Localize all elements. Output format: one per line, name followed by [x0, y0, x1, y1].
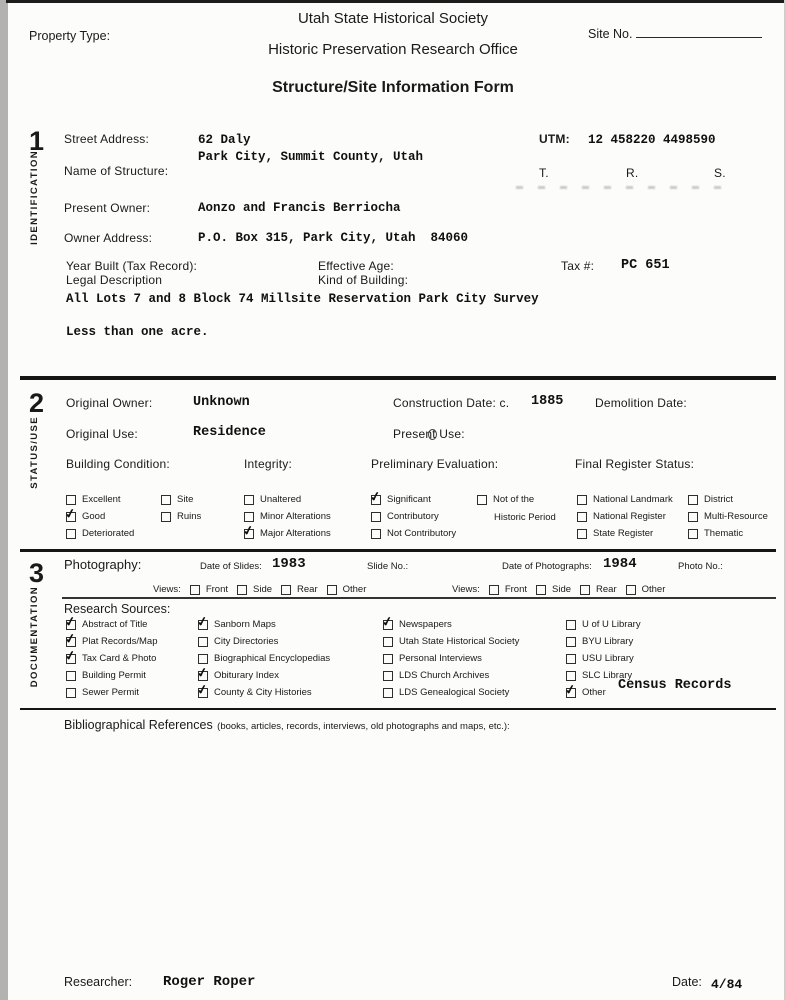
checkbox-icon — [281, 585, 291, 595]
checkbox-views2-side[interactable] — [536, 584, 571, 595]
date-of-slides-label: Date of Slides: — [200, 561, 262, 572]
checkbox-icon — [244, 529, 254, 539]
checkbox-icon — [566, 671, 576, 681]
office-name: Historic Preservation Research Office — [268, 41, 518, 58]
views-label: Views: — [452, 584, 480, 595]
site-no-blank-line[interactable] — [636, 27, 762, 38]
final-register-status-label: Final Register Status: — [575, 457, 695, 471]
preliminary-evaluation-label: Preliminary Evaluation: — [371, 457, 499, 471]
scan-edge-left — [0, 0, 8, 1000]
research-sources-label: Research Sources: — [64, 602, 171, 616]
checkbox-lds-genealogical-society[interactable] — [383, 687, 509, 698]
section-1-side-label: IDENTIFICATION — [29, 150, 40, 245]
section-2-side-label: STATUS/USE — [29, 416, 40, 489]
section-2-number: 2 — [29, 388, 44, 418]
checkbox-icon — [688, 495, 698, 505]
checkbox-icon — [536, 585, 546, 595]
street-address-value-line2: Park City, Summit County, Utah — [198, 150, 424, 164]
construction-date-label: Construction Date: c. — [393, 396, 510, 410]
checkbox-plat-records-map[interactable] — [66, 636, 158, 647]
checkbox-county-city-histories[interactable] — [198, 687, 312, 698]
checkbox-views2-rear[interactable] — [580, 584, 617, 595]
checkbox-icon — [66, 637, 76, 647]
checkbox-lds-church-archives[interactable] — [383, 670, 489, 681]
section-letter-label: S. — [714, 166, 726, 180]
checkbox-newspapers[interactable] — [383, 619, 452, 630]
checkbox-label: County & City Histories — [214, 687, 312, 698]
checkbox-city-directories[interactable] — [198, 636, 278, 647]
photography-label: Photography: — [64, 557, 142, 572]
checkbox-icon — [566, 620, 576, 630]
checkbox-label: State Register — [593, 528, 654, 539]
tax-number-value: PC 651 — [621, 258, 670, 273]
checkbox-icon — [626, 585, 636, 595]
street-address-value-line1: 62 Daly — [198, 133, 251, 147]
checkbox-label: Newspapers — [399, 619, 452, 630]
utm-label: UTM: — [539, 132, 570, 146]
checkbox-usu-library[interactable] — [566, 653, 634, 664]
checkbox-label: Plat Records/Map — [82, 636, 158, 647]
checkbox-label: National Landmark — [593, 494, 673, 505]
demolition-date-label: Demolition Date: — [595, 396, 687, 410]
street-address-label: Street Address: — [64, 132, 150, 146]
ink-smudge — [428, 429, 437, 440]
checkbox-label: Excellent — [82, 494, 121, 505]
historic-period-note: Historic Period — [494, 512, 556, 523]
checkbox-good[interactable] — [66, 511, 105, 522]
section-3-number: 3 — [29, 558, 44, 588]
checkbox-sanborn-maps[interactable] — [198, 619, 276, 630]
checkbox-icon — [489, 585, 499, 595]
present-owner-value: Aonzo and Francis Berriocha — [198, 201, 401, 215]
checkbox-multi-resource[interactable] — [688, 511, 768, 522]
views-slides-group — [153, 584, 366, 595]
checkbox-state-register[interactable] — [577, 528, 653, 539]
bibliographical-label: Bibliographical References — [64, 718, 213, 732]
views-photos-group — [452, 584, 665, 595]
checkbox-label: Utah State Historical Society — [399, 636, 520, 647]
checkbox-icon — [198, 620, 208, 630]
checkbox-label: Other — [582, 687, 606, 698]
checkbox-label: Rear — [596, 584, 617, 595]
researcher-label: Researcher: — [64, 975, 133, 989]
views-divider — [62, 597, 776, 599]
checkbox-label: Front — [504, 584, 527, 595]
checkbox-icon — [198, 671, 208, 681]
checkbox-personal-interviews[interactable] — [383, 653, 482, 664]
checkbox-label: Sanborn Maps — [214, 619, 276, 630]
checkbox-abstract-of-title[interactable] — [66, 619, 147, 630]
checkbox-label: Good — [82, 511, 106, 522]
checkbox-views1-side[interactable] — [237, 584, 272, 595]
section-divider-2 — [20, 549, 776, 552]
checkbox-deteriorated[interactable] — [66, 528, 134, 539]
checkbox-icon — [161, 512, 171, 522]
checkbox-label: USU Library — [582, 653, 634, 664]
tax-number-label: Tax #: — [561, 259, 595, 273]
acreage-note: Less than one acre. — [66, 325, 209, 339]
checkbox-icon — [383, 671, 393, 681]
checkbox-views1-front[interactable] — [190, 584, 228, 595]
form-title: Structure/Site Information Form — [272, 79, 514, 96]
checkbox-label: Minor Alterations — [260, 511, 331, 522]
original-use-label: Original Use: — [66, 427, 138, 441]
owner-address-label: Owner Address: — [64, 231, 153, 245]
bibliographical-references — [64, 716, 510, 734]
checkbox-byu-library[interactable] — [566, 636, 633, 647]
checkbox-site[interactable] — [161, 494, 193, 505]
present-use-label: Present Use: — [393, 427, 465, 441]
checkbox-icon — [688, 529, 698, 539]
checkbox-label: Building Permit — [82, 670, 146, 681]
other-research-value: Census Records — [618, 678, 732, 693]
checkbox-label: BYU Library — [582, 636, 634, 647]
checkbox-not-contributory[interactable] — [371, 528, 456, 539]
checkbox-label: Not Contributory — [387, 528, 457, 539]
checkbox-label: U of U Library — [582, 619, 641, 630]
checkbox-label: LDS Genealogical Society — [399, 687, 510, 698]
checkbox-u-of-u-library[interactable] — [566, 619, 641, 630]
kind-of-building-label: Kind of Building: — [318, 273, 409, 287]
checkbox-label: Side — [552, 584, 572, 595]
checkbox-icon — [161, 495, 171, 505]
checkbox-label: Other — [342, 584, 367, 595]
section-1-number: 1 — [29, 126, 44, 156]
slide-no-label: Slide No.: — [367, 561, 409, 572]
checkbox-sewer-permit[interactable] — [66, 687, 139, 698]
checkbox-icon — [198, 637, 208, 647]
checkbox-icon — [577, 495, 587, 505]
photo-no-label: Photo No.: — [678, 561, 723, 572]
date-label: Date: — [672, 975, 702, 989]
checkbox-label: District — [704, 494, 734, 505]
checkbox-icon — [66, 529, 76, 539]
checkbox-views1-rear[interactable] — [281, 584, 318, 595]
checkbox-icon — [383, 620, 393, 630]
checkbox-minor-alterations[interactable] — [244, 511, 331, 522]
checkbox-icon — [577, 529, 587, 539]
site-no-label: Site No. — [588, 27, 633, 41]
checkbox-label: Obiturary Index — [214, 670, 279, 681]
checkbox-icon — [190, 585, 200, 595]
checkbox-label: Significant — [387, 494, 431, 505]
building-condition-label: Building Condition: — [66, 457, 170, 471]
checkbox-icon — [66, 688, 76, 698]
scan-artifact — [516, 186, 726, 189]
checkbox-icon — [371, 495, 381, 505]
name-of-structure-label: Name of Structure: — [64, 164, 169, 178]
effective-age-label: Effective Age: — [318, 259, 394, 273]
checkbox-icon — [237, 585, 247, 595]
checkbox-label: Site — [177, 494, 194, 505]
checkbox-label: City Directories — [214, 636, 279, 647]
checkbox-label: Multi-Resource — [704, 511, 768, 522]
checkbox-thematic[interactable] — [688, 528, 743, 539]
checkbox-excellent[interactable] — [66, 494, 121, 505]
checkbox-label: Thematic — [704, 528, 744, 539]
checkbox-icon — [566, 637, 576, 647]
checkbox-unaltered[interactable] — [244, 494, 301, 505]
checkbox-major-alterations[interactable] — [244, 528, 331, 539]
checkbox-utah-state-historical-society[interactable] — [383, 636, 519, 647]
checkbox-icon — [198, 654, 208, 664]
checkbox-not-of-the-historic-period[interactable] — [477, 494, 534, 505]
checkbox-icon — [66, 495, 76, 505]
checkbox-label: National Register — [593, 511, 666, 522]
researcher-value: Roger Roper — [163, 974, 256, 990]
checkbox-label: Abstract of Title — [82, 619, 148, 630]
checkbox-icon — [383, 688, 393, 698]
checkbox-views2-front[interactable] — [489, 584, 527, 595]
checkbox-icon — [383, 637, 393, 647]
checkbox-views1-other[interactable] — [327, 584, 367, 595]
checkbox-icon — [477, 495, 487, 505]
legal-description-label: Legal Description — [66, 273, 163, 287]
checkbox-label: Tax Card & Photo — [82, 653, 157, 664]
checkbox-icon — [198, 688, 208, 698]
checkbox-contributory[interactable] — [371, 511, 439, 522]
checkbox-label: Personal Interviews — [399, 653, 482, 664]
date-value: 4/84 — [711, 977, 743, 992]
org-name: Utah State Historical Society — [297, 10, 489, 27]
site-no-field — [588, 27, 762, 41]
original-use-value: Residence — [193, 425, 266, 440]
checkbox-building-permit[interactable] — [66, 670, 146, 681]
checkbox-icon — [66, 512, 76, 522]
checkbox-label: Front — [205, 584, 228, 595]
checkbox-icon — [244, 512, 254, 522]
checkbox-icon — [580, 585, 590, 595]
section-divider-1 — [20, 376, 776, 380]
checkbox-national-landmark[interactable] — [577, 494, 673, 505]
checkbox-icon — [566, 688, 576, 698]
checkbox-ruins[interactable] — [161, 511, 201, 522]
original-owner-value: Unknown — [193, 395, 250, 410]
checkbox-icon — [327, 585, 337, 595]
checkbox-national-register[interactable] — [577, 511, 666, 522]
checkbox-other[interactable] — [566, 687, 606, 698]
present-owner-label: Present Owner: — [64, 201, 151, 215]
utm-value: 12 458220 4498590 — [588, 133, 716, 147]
construction-date-value: 1885 — [531, 394, 564, 409]
checkbox-label: Other — [641, 584, 666, 595]
checkbox-icon — [66, 620, 76, 630]
owner-address-value: P.O. Box 315, Park City, Utah 84060 — [198, 231, 469, 245]
checkbox-label: Sewer Permit — [82, 687, 140, 698]
section-3-side-label: DOCUMENTATION — [29, 586, 40, 688]
checkbox-icon — [371, 529, 381, 539]
date-of-slides-value: 1983 — [272, 556, 306, 572]
checkbox-district[interactable] — [688, 494, 733, 505]
checkbox-obiturary-index[interactable] — [198, 670, 279, 681]
checkbox-icon — [244, 495, 254, 505]
checkbox-label: Not of the — [493, 494, 535, 505]
checkbox-label: Deteriorated — [82, 528, 135, 539]
checkbox-label: SLC Library — [582, 670, 633, 681]
township-label: T. — [539, 166, 549, 180]
checkbox-label: Biographical Encyclopedias — [214, 653, 331, 664]
bibliographical-note: (books, articles, records, interviews, old photographs and maps, etc.): — [217, 721, 510, 732]
scan-edge-top — [6, 0, 786, 3]
checkbox-icon — [66, 671, 76, 681]
section-divider-3 — [20, 708, 776, 710]
checkbox-significant[interactable] — [371, 494, 431, 505]
checkbox-biographical-encyclopedias[interactable] — [198, 653, 330, 664]
checkbox-label: Ruins — [177, 511, 202, 522]
integrity-label: Integrity: — [244, 457, 293, 471]
checkbox-icon — [577, 512, 587, 522]
checkbox-label: Major Alterations — [260, 528, 331, 539]
checkbox-icon — [383, 654, 393, 664]
year-built-label: Year Built (Tax Record): — [66, 259, 198, 273]
views-label: Views: — [153, 584, 181, 595]
original-owner-label: Original Owner: — [66, 396, 153, 410]
checkbox-label: LDS Church Archives — [399, 670, 490, 681]
date-of-photographs-value: 1984 — [603, 556, 637, 572]
date-of-photographs-label: Date of Photographs: — [502, 561, 592, 572]
checkbox-icon — [371, 512, 381, 522]
checkbox-label: Unaltered — [260, 494, 302, 505]
checkbox-label: Side — [253, 584, 273, 595]
range-label: R. — [626, 166, 639, 180]
checkbox-icon — [688, 512, 698, 522]
property-type-label: Property Type: — [29, 29, 111, 43]
checkbox-views2-other[interactable] — [626, 584, 666, 595]
checkbox-label: Rear — [297, 584, 318, 595]
checkbox-icon — [566, 654, 576, 664]
legal-description-value: All Lots 7 and 8 Block 74 Millsite Reservation Park City Survey — [66, 292, 539, 306]
checkbox-icon — [66, 654, 76, 664]
checkbox-tax-card-photo[interactable] — [66, 653, 156, 664]
checkbox-label: Contributory — [387, 511, 439, 522]
